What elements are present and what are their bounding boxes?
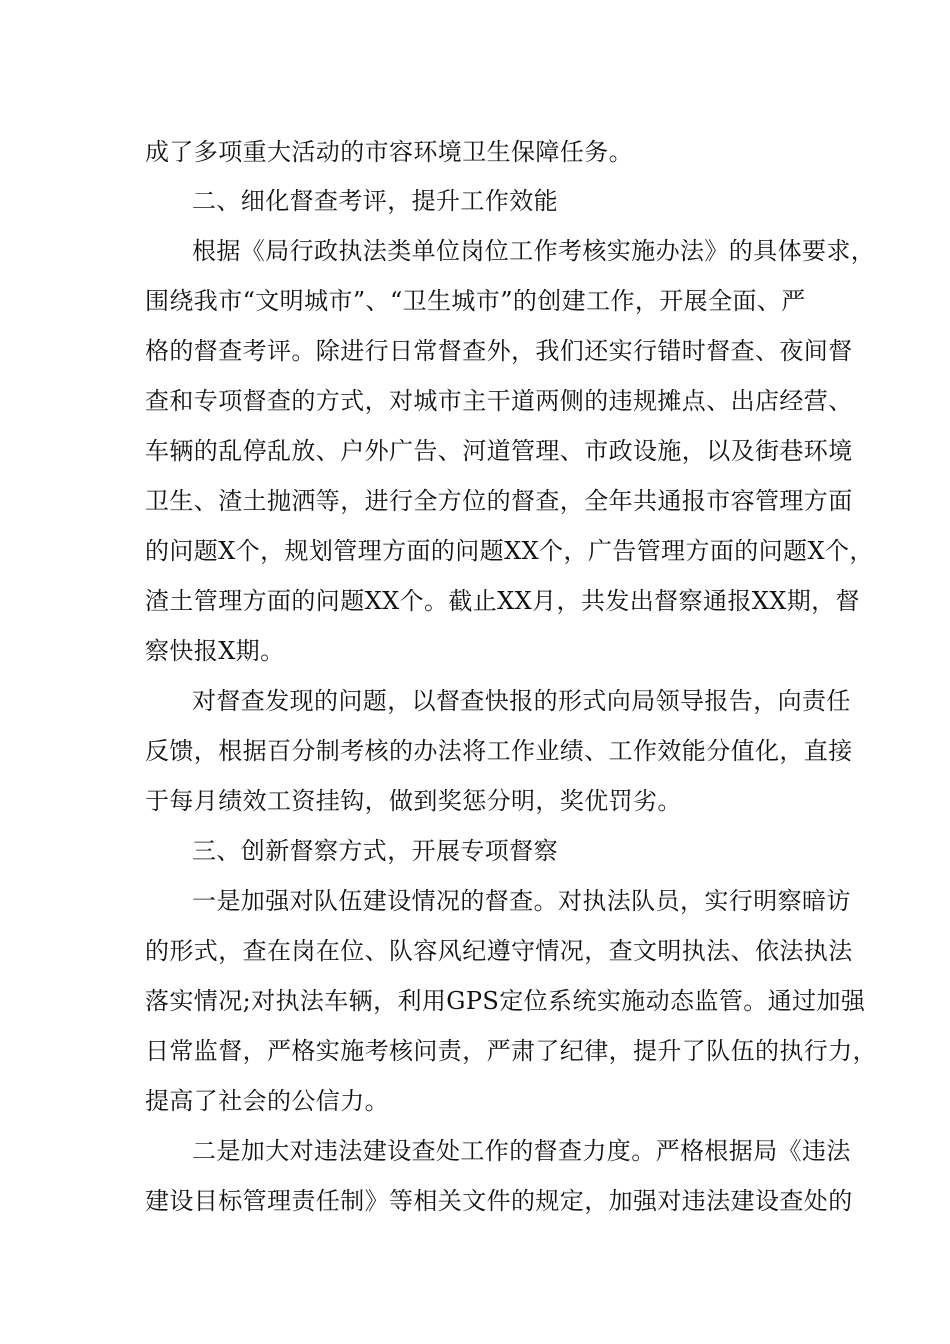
text-line: 围绕我市“文明城市”、“卫生城市”的创建工作，开展全面、严 bbox=[145, 287, 806, 315]
text-line: 的问题X个，规划管理方面的问题XX个，广告管理方面的问题X个， bbox=[145, 537, 874, 565]
text-line: 根据《局行政执法类单位岗位工作考核实施办法》的具体要求， bbox=[192, 237, 876, 265]
text-line: 渣土管理方面的问题XX个。截止XX月，共发出督察通报XX期，督 bbox=[145, 587, 860, 615]
text-line: 落实情况;对执法车辆，利用GPS定位系统实施动态监管。通过加强 bbox=[145, 987, 866, 1015]
text-line: 一是加强对队伍建设情况的督查。对执法队员，实行明察暗访 bbox=[192, 887, 851, 915]
text-line: 建设目标管理责任制》等相关文件的规定，加强对违法建设查处的 bbox=[145, 1187, 853, 1215]
text-line: 车辆的乱停乱放、户外广告、河道管理、市政设施，以及街巷环境 bbox=[145, 437, 853, 465]
text-line: 的形式，查在岗在位、队容风纪遵守情况，查文明执法、依法执法 bbox=[145, 937, 853, 965]
text-line: 成了多项重大活动的市容环境卫生保障任务。 bbox=[145, 138, 633, 166]
text-line: 对督查发现的问题，以督查快报的形式向局领导报告，向责任 bbox=[192, 687, 851, 715]
section-heading: 三、创新督察方式，开展专项督察 bbox=[192, 837, 558, 865]
text-line: 提高了社会的公信力。 bbox=[145, 1087, 389, 1115]
section-heading: 二、细化督查考评，提升工作效能 bbox=[192, 187, 558, 215]
text-line: 卫生、渣土抛洒等，进行全方位的督查，全年共通报市容管理方面 bbox=[145, 487, 853, 515]
text-line: 格的督查考评。除进行日常督查外，我们还实行错时督查、夜间督 bbox=[145, 337, 853, 365]
text-line: 于每月绩效工资挂钩，做到奖惩分明，奖优罚劣。 bbox=[145, 787, 682, 815]
text-line: 查和专项督查的方式，对城市主干道两侧的违规摊点、出店经营、 bbox=[145, 387, 853, 415]
text-line: 日常监督，严格实施考核问责，严肃了纪律，提升了队伍的执行力， bbox=[145, 1037, 877, 1065]
text-line: 二是加大对违法建设查处工作的督查力度。严格根据局《违法 bbox=[192, 1137, 851, 1165]
text-line: 反馈，根据百分制考核的办法将工作业绩、工作效能分值化，直接 bbox=[145, 737, 853, 765]
text-line: 察快报X期。 bbox=[145, 637, 285, 665]
